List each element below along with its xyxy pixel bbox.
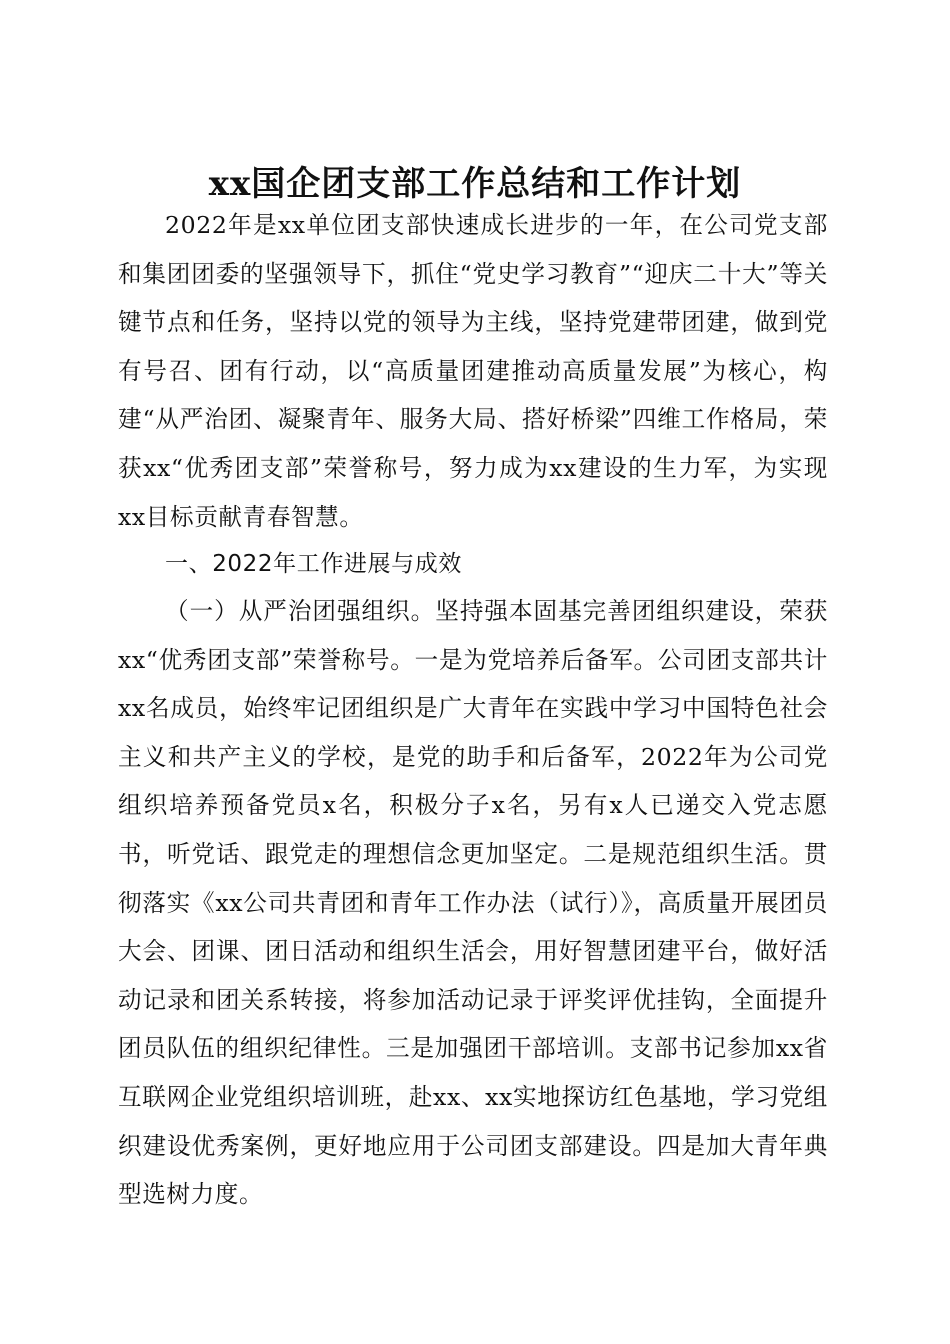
subsection-paragraph [118, 587, 828, 1219]
document-title: xx国企团支部工作总结和工作计划 [208, 163, 742, 204]
subsection-heading: （一）从严治团强组织。 [165, 597, 436, 625]
intro-paragraph: 2022年是xx单位团支部快速成长进步的一年，在公司党支部和集团团委的坚强领导下，抓住“党史学习教育”“迎庆二十大”等关键节点和任务，坚持以党的领导为主线，坚持党建带团建，做到党有号召、团有行动，以“高质量团建推动高质量发展”为核心，构建“从严治团、凝聚青年、服务大局、搭好桥梁”四维工作格局，荣获xx“优秀团支部”荣誉称号，努力成为xx建设的生力军，为实现xx目标贡献青春智慧。 [118, 211, 828, 531]
subsection-body: 坚持强本固基完善团组织建设，荣获xx“优秀团支部”荣誉称号。一是为党培养后备军。公司团支部共计xx名成员，始终牢记团组织是广大青年在实践中学习中国特色社会主义和共产主义的学校，是党的助手和后备军，2022年为公司党组织培养预备党员x名，积极分子x名，另有x人已递交入党志愿书，听党话、跟党走的理想信念更加坚定。二是规范组织生活。贯彻落实《xx公司共青团和青年工作办法（试行）》，高质量开展团员大会、团课、团日活动和组织生活会，用好智慧团建平台，做好活动记录和团关系转接，将参加活动记录于评奖评优挂钩，全面提升团员队伍的组织纪律性。三是加强团干部培训。支部书记参加xx省互联网企业党组织培训班，赴xx、xx实地探访红色基地，学习党组织建设优秀案例，更好地应用于公司团支部建设。四是加大青年典型选树力度。 [118, 597, 828, 1209]
section-heading: 一、2022年工作进展与成效 [165, 551, 462, 577]
